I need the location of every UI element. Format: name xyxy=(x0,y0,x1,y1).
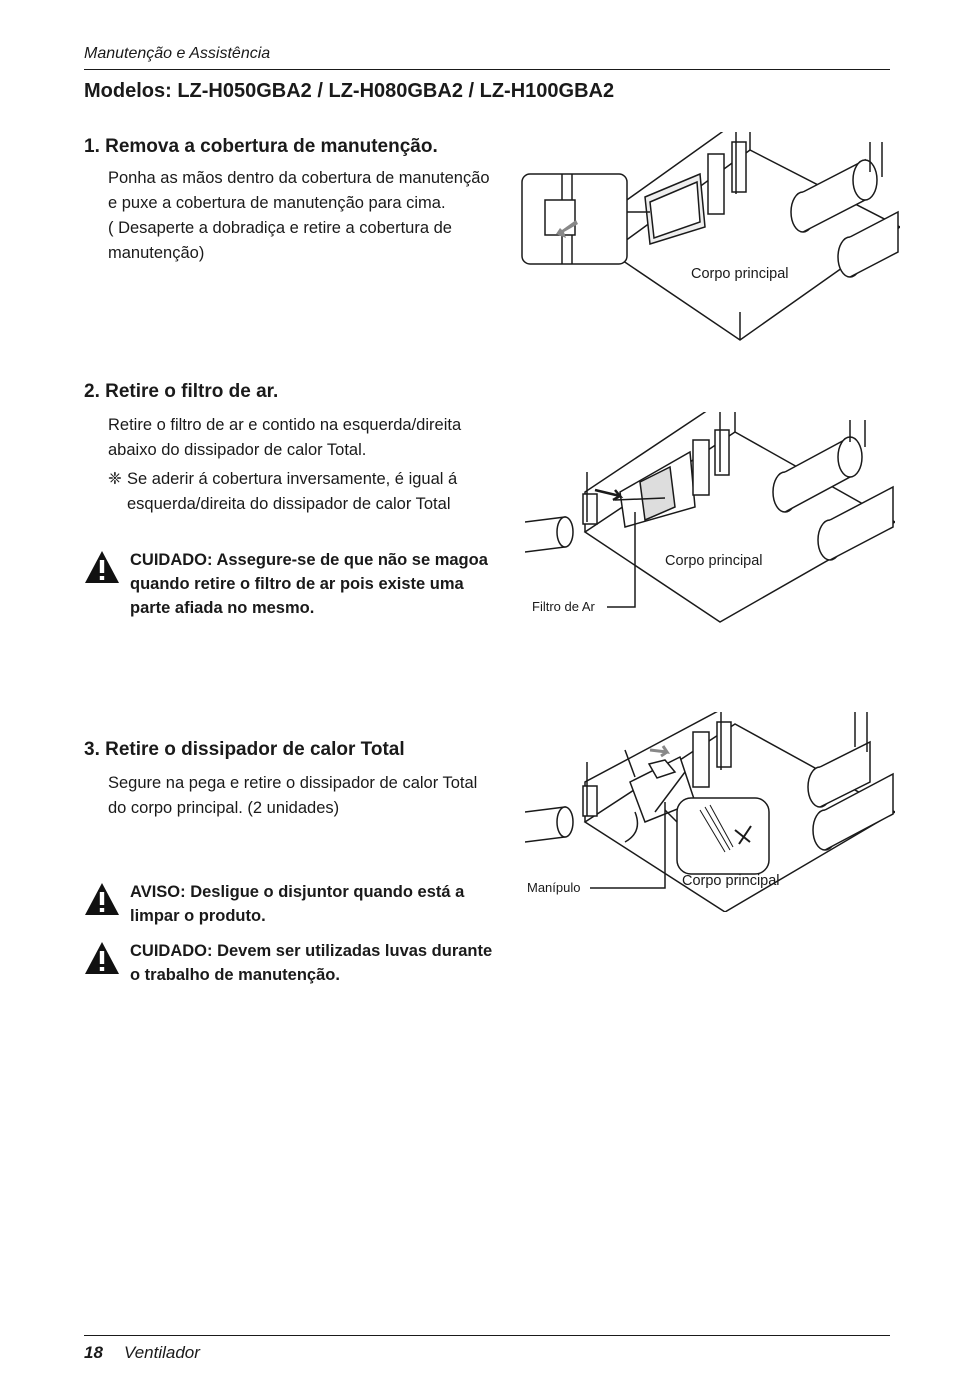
figure-step-3 xyxy=(525,712,895,912)
warning-triangle-icon xyxy=(84,882,130,921)
models-title: Modelos: LZ-H050GBA2 / LZ-H080GBA2 / LZ-H100GBA2 xyxy=(84,80,615,102)
step-2-title: 2. Retire o filtro de ar. xyxy=(84,381,279,402)
step-2-note-text: Se aderir á cobertura inversamente, é igual á esquerda/direita do dissipador de calor Total xyxy=(127,470,458,513)
figure-step-1 xyxy=(520,132,900,347)
step-3-caution xyxy=(84,939,500,987)
note-symbol: ❈ xyxy=(108,470,122,488)
label-main-body-1: Corpo principal xyxy=(691,266,789,282)
step-3-warning-text: AVISO: Desligue o disjuntor quando está a limpar o produto. xyxy=(130,883,465,925)
step-2-caution xyxy=(84,548,500,620)
step-2-body xyxy=(108,413,498,517)
warning-triangle-icon xyxy=(84,941,130,980)
step-3-body xyxy=(108,771,498,821)
step-1-paragraph-1: Ponha as mãos dentro da cobertura de manutenção e puxe a cobertura de manutenção para cima. xyxy=(108,169,490,212)
section-header: Manutenção e Assistência xyxy=(84,45,271,62)
step-1-title: 1. Remova a cobertura de manutenção. xyxy=(84,136,438,157)
step-2-paragraph-1: Retire o filtro de ar e contido na esquerda/direita abaixo do dissipador de calor Total. xyxy=(108,416,462,459)
step-3-warning xyxy=(84,880,500,928)
footer-product: Ventilador xyxy=(124,1343,200,1362)
footer-rule xyxy=(84,1335,890,1336)
step-1-body xyxy=(108,166,498,266)
step-3-title: 3. Retire o dissipador de calor Total xyxy=(84,739,405,760)
step-3-caution-text: CUIDADO: Devem ser utilizadas luvas durante o trabalho de manutenção. xyxy=(130,942,493,984)
header-rule xyxy=(84,69,890,70)
label-main-body-2: Corpo principal xyxy=(665,553,763,569)
label-main-body-3: Corpo principal xyxy=(682,873,780,889)
step-2-note xyxy=(108,467,498,517)
warning-triangle-icon xyxy=(84,550,130,589)
page-number: 18 xyxy=(84,1343,103,1362)
step-3-paragraph-1: Segure na pega e retire o dissipador de calor Total do corpo principal. (2 unidades) xyxy=(108,774,478,817)
step-1-paragraph-2: ( Desaperte a dobradiça e retire a cobertura de manutenção) xyxy=(108,219,452,262)
label-air-filter: Filtro de Ar xyxy=(532,599,595,614)
unit-illustration-1 xyxy=(520,132,900,347)
label-handle: Manípulo xyxy=(527,880,581,895)
figure-step-2 xyxy=(525,412,895,627)
step-2-caution-text: CUIDADO: Assegure-se de que não se magoa quando retire o filtro de ar pois existe uma parte afiada no mesmo. xyxy=(130,551,488,617)
unit-illustration-2 xyxy=(525,412,895,627)
